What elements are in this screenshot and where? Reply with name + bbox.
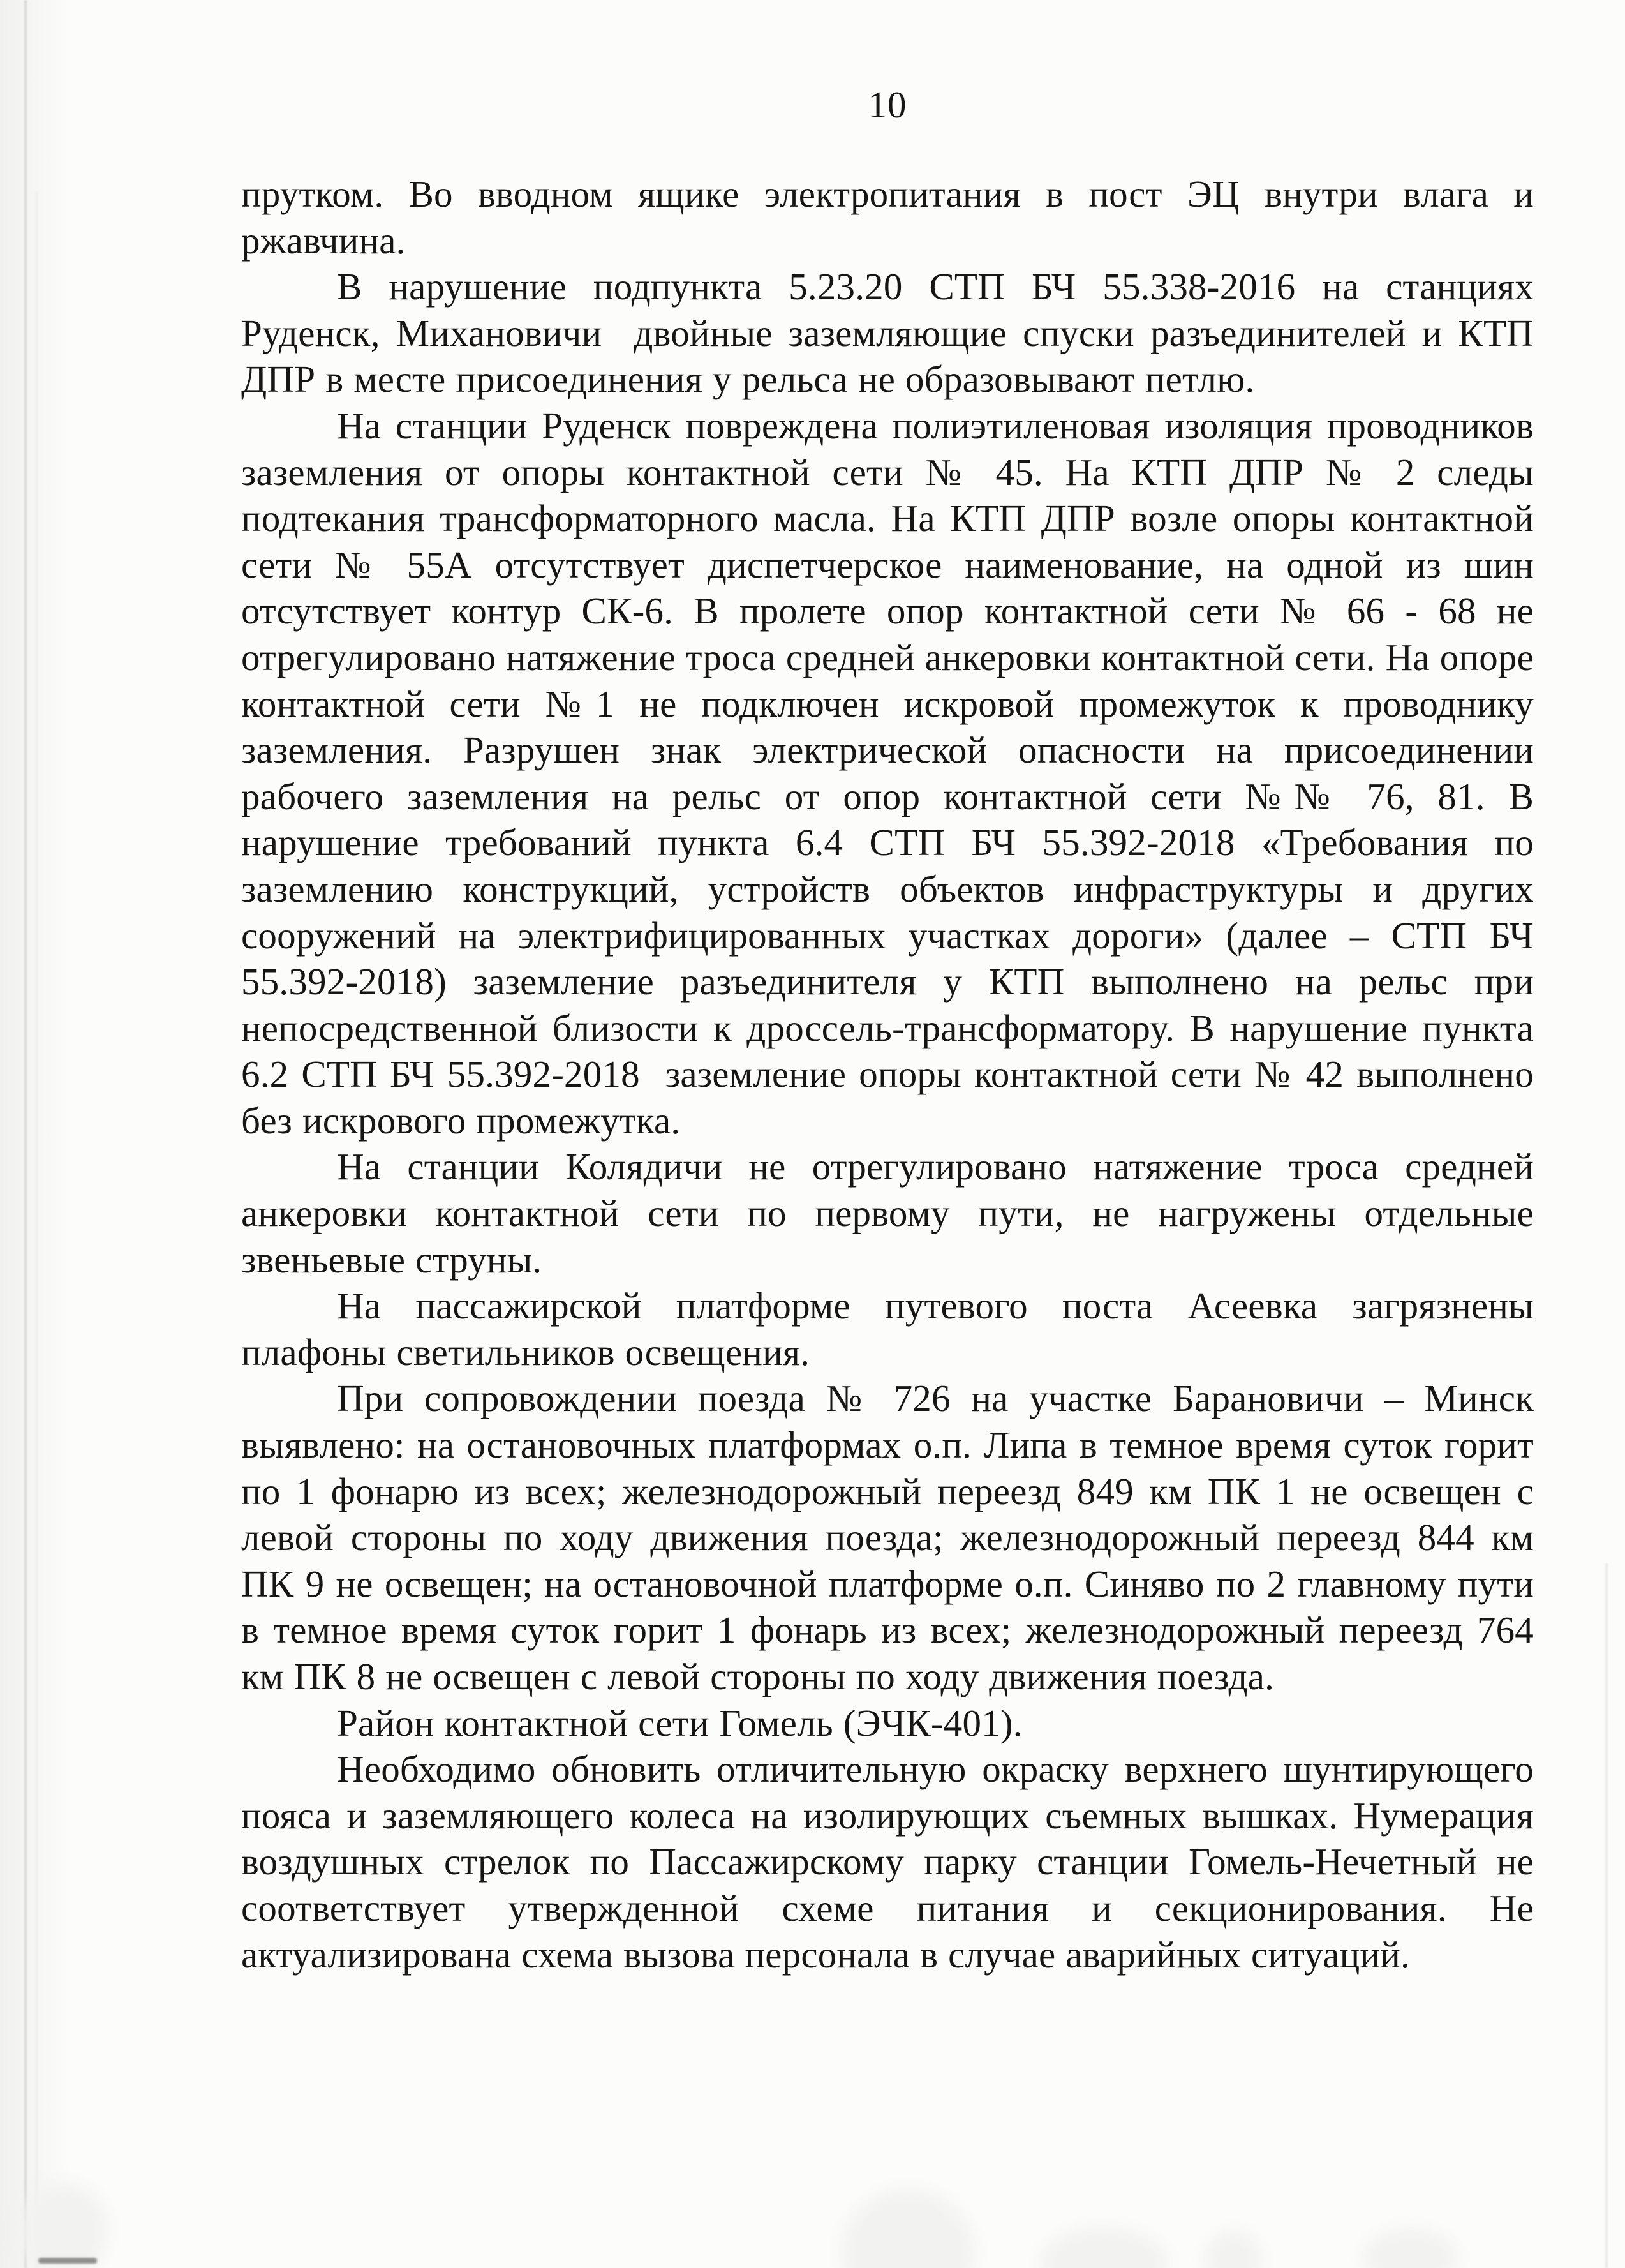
scan-left-edge-line	[24, 0, 27, 2268]
scan-bleedthrough-smudge	[1040, 2227, 1168, 2268]
scan-bleedthrough-smudge	[1205, 2230, 1262, 2268]
paragraph: Необходимо обновить отличительную окраску верхнего шунтирующего пояса и заземляющего колеса на изолирующих съемных вышках. Нумерация воздушных стрелок по Пассажирскому парку станции Гомель-Нечетный не соответствует утвержденной схеме питания и секционирования. Не актуализирована схема вызова персонала в случае аварийных ситуаций.	[241, 1748, 1534, 1976]
paragraph: Район контактной сети Гомель (ЭЧК-401).	[337, 1701, 1023, 1744]
paragraph: В нарушение подпункта 5.23.20 СТП БЧ 55.338-2016 на станциях Руденск, Михановичи двойные заземляющие спуски разъединителей и КТП ДПР в месте присоединения у рельса не образовывают петлю.	[241, 265, 1534, 401]
scan-bleedthrough-smudge	[19, 2182, 108, 2268]
paragraph: При сопровождении поезда № 726 на участке Барановичи – Минск выявлено: на остановочных платформах о.п. Липа в темное время суток горит по 1 фонарю из всех; железнодорожный переезд 849 км ПК 1 не освещен с левой стороны по ходу движения поезда; железнодорожный переезд 844 км ПК 9 не освещен; на остановочной платформе о.п. Синяво по 2 главному пути в темное время суток горит 1 фонарь из всех; железнодорожный переезд 764 км ПК 8 не освещен с левой стороны по ходу движения поезда.	[241, 1377, 1534, 1697]
scan-left-edge-line-faint	[36, 191, 38, 2268]
paragraph: На станции Колядичи не отрегулировано натяжение троса средней анкеровки контактной сети по первому пути, не нагружены отдельные звеньевые струны.	[241, 1145, 1534, 1281]
scan-bleedthrough-smudge	[841, 2189, 975, 2268]
page-number: 10	[868, 84, 907, 126]
scan-bottom-edge-mark	[38, 2258, 97, 2264]
paragraph: На пассажирской платформе путевого поста Асеевка загрязнены плафоны светильников освещения.	[241, 1285, 1534, 1373]
scan-right-edge-line	[1605, 1563, 1608, 2268]
paragraph: прутком. Во вводном ящике электропитания в пост ЭЦ внутри влага и ржавчина.	[241, 173, 1534, 262]
document-text-block	[241, 171, 1534, 1978]
paragraph: На станции Руденск повреждена полиэтиленовая изоляция проводников заземления от опоры контактной сети № 45. На КТП ДПР № 2 следы подтекания трансформаторного масла. На КТП ДПР возле опоры контактной сети № 55А отсутствует диспетчерское наименование, на одной из шин отсутствует контур СК-6. В пролете опор контактной сети № 66 - 68 не отрегулировано натяжение троса средней анкеровки контактной сети. На опоре контактной сети №1 не подключен искровой промежуток к проводнику заземления. Разрушен знак электрической опасности на присоединении рабочего заземления на рельс от опор контактной сети №№ 76, 81. В нарушение требований пункта 6.4 СТП БЧ 55.392-2018 «Требования по заземлению конструкций, устройств объектов инфраструктуры и других сооружений на электрифицированных участках дороги» (далее – СТП БЧ 55.392-2018) заземление разъединителя у КТП выполнено на рельс при непосредственной близости к дроссель-трансформатору. В нарушение пункта 6.2 СТП БЧ 55.392-2018 заземление опоры контактной сети № 42 выполнено без искрового промежутка.	[241, 404, 1534, 1142]
scan-left-edge-shade	[0, 0, 70, 2268]
scan-bleedthrough-smudge	[1362, 2228, 1458, 2268]
